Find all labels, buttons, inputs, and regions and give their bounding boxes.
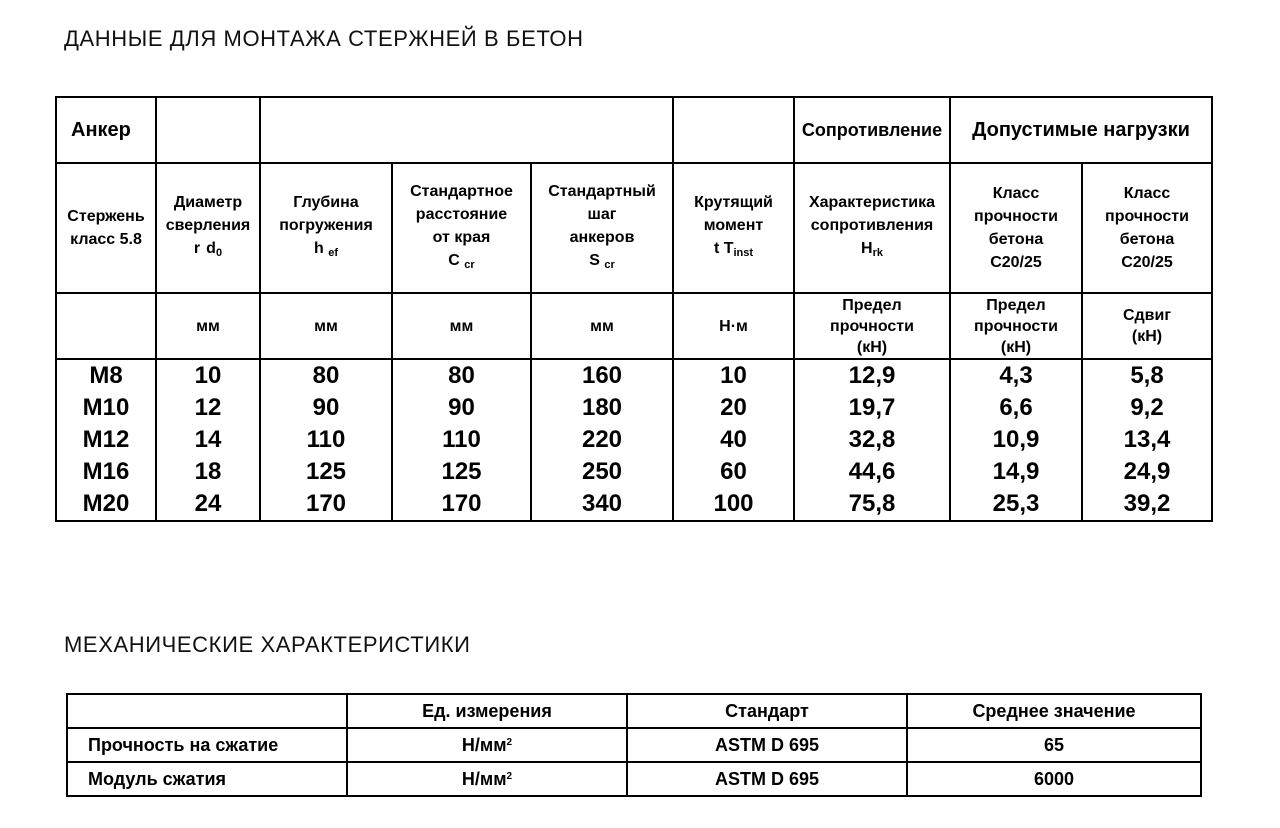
- header-standard: Стандарт: [627, 694, 907, 728]
- header-symbol: H: [861, 240, 873, 257]
- header-unit: Ед. измерения: [347, 694, 627, 728]
- unit-class-1: [950, 293, 1082, 359]
- cell-edge: 110: [392, 424, 531, 456]
- header-text: бетона: [1119, 231, 1175, 248]
- cell-rod: M12: [56, 424, 156, 456]
- header-symbol: C: [448, 251, 460, 269]
- mechanical-properties-table: [66, 693, 1202, 797]
- header-text: Стержень: [67, 208, 145, 225]
- header-text: шаг: [587, 205, 617, 223]
- property-standard: ASTM D 695: [627, 762, 907, 796]
- cell-hrk: 44,6: [794, 456, 950, 488]
- mechanical-header-row: [67, 694, 1201, 728]
- table-row: [67, 762, 1201, 796]
- cell-diameter: 24: [156, 488, 260, 521]
- empty-title-cell: [156, 97, 260, 163]
- header-symbol: S: [589, 251, 600, 269]
- cell-class-2: 24,9: [1082, 456, 1212, 488]
- cell-edge: 80: [392, 359, 531, 392]
- mechanical-heading: МЕХАНИЧЕСКИЕ ХАРАКТЕРИСТИКИ: [64, 632, 471, 657]
- header-symbol: t: [713, 240, 720, 257]
- header-rod: [56, 163, 156, 293]
- header-text: прочности: [1105, 208, 1189, 225]
- header-text: С20/25: [990, 254, 1042, 271]
- header-text: момент: [703, 217, 764, 234]
- header-text: прочности: [974, 208, 1058, 225]
- unit-torque: Н·м: [673, 293, 794, 359]
- cell-depth: 125: [260, 456, 392, 488]
- header-text: сверления: [165, 217, 251, 234]
- installation-data-table: [55, 96, 1213, 522]
- table-row: [67, 728, 1201, 762]
- cell-depth: 170: [260, 488, 392, 521]
- header-depth: [260, 163, 392, 293]
- header-symbol: h: [313, 240, 324, 257]
- cell-spacing: 180: [531, 392, 673, 424]
- property-name: Модуль сжатия: [67, 762, 347, 796]
- header-symbol: r: [193, 240, 201, 257]
- cell-class-1: 6,6: [950, 392, 1082, 424]
- header-text: С20/25: [1121, 254, 1173, 271]
- header-text: Класс: [1123, 185, 1171, 202]
- cell-torque: 10: [673, 359, 794, 392]
- cell-rod: M16: [56, 456, 156, 488]
- cell-spacing: 250: [531, 456, 673, 488]
- cell-rod: M10: [56, 392, 156, 424]
- installation-heading: ДАННЫЕ ДЛЯ МОНТАЖА СТЕРЖНЕЙ В БЕТОН: [64, 26, 584, 51]
- header-concrete-class-1: [950, 163, 1082, 293]
- cell-class-2: 9,2: [1082, 392, 1212, 424]
- unit-diameter: мм: [156, 293, 260, 359]
- header-characteristic-resistance: [794, 163, 950, 293]
- header-text: класс 5.8: [70, 231, 142, 248]
- cell-depth: 90: [260, 392, 392, 424]
- property-unit: [347, 762, 627, 796]
- property-unit: [347, 728, 627, 762]
- allowed-loads-title-cell: Допустимые нагрузки: [950, 97, 1212, 163]
- cell-torque: 100: [673, 488, 794, 521]
- cell-class-2: 39,2: [1082, 488, 1212, 521]
- cell-torque: 40: [673, 424, 794, 456]
- cell-class-1: 25,3: [950, 488, 1082, 521]
- cell-class-1: 4,3: [950, 359, 1082, 392]
- cell-edge: 90: [392, 392, 531, 424]
- header-text: Стандартное: [410, 182, 513, 200]
- cell-depth: 110: [260, 424, 392, 456]
- cell-rod: M20: [56, 488, 156, 521]
- cell-torque: 60: [673, 456, 794, 488]
- header-subscript: ef: [328, 247, 338, 259]
- table-row: [56, 359, 1212, 392]
- unit-superscript: 2: [506, 736, 513, 748]
- unit-text: прочности: [974, 317, 1058, 335]
- anchor-title-cell: Анкер: [56, 97, 156, 163]
- header-subscript: cr: [464, 258, 475, 271]
- cell-spacing: 340: [531, 488, 673, 521]
- column-header-row: [56, 163, 1212, 293]
- table-row: [56, 488, 1212, 521]
- header-text: Крутящий: [694, 194, 773, 211]
- unit-characteristic: [794, 293, 950, 359]
- header-diameter: [156, 163, 260, 293]
- header-text: Стандартный: [548, 182, 656, 200]
- empty-title-cell: [673, 97, 794, 163]
- unit-superscript: 2: [506, 770, 513, 782]
- unit-text: Н/мм: [461, 734, 507, 755]
- unit-text: Н/мм: [461, 768, 507, 789]
- units-row: [56, 293, 1212, 359]
- resistance-title-cell: Сопротивление: [794, 97, 950, 163]
- unit-spacing: мм: [531, 293, 673, 359]
- cell-diameter: 10: [156, 359, 260, 392]
- unit-edge: мм: [392, 293, 531, 359]
- property-standard: ASTM D 695: [627, 728, 907, 762]
- header-edge-distance: [392, 163, 531, 293]
- property-name: Прочность на сжатие: [67, 728, 347, 762]
- cell-torque: 20: [673, 392, 794, 424]
- header-text: Класс: [992, 185, 1040, 202]
- header-subscript: cr: [604, 258, 615, 271]
- cell-hrk: 32,8: [794, 424, 950, 456]
- cell-diameter: 18: [156, 456, 260, 488]
- cell-spacing: 160: [531, 359, 673, 392]
- table-row: [56, 456, 1212, 488]
- header-average: Среднее значение: [907, 694, 1201, 728]
- cell-class-1: 14,9: [950, 456, 1082, 488]
- cell-diameter: 14: [156, 424, 260, 456]
- header-concrete-class-2: [1082, 163, 1212, 293]
- header-subscript: rk: [872, 247, 883, 259]
- header-text: сопротивления: [810, 217, 934, 234]
- header-symbol: d: [206, 240, 216, 257]
- cell-rod: M8: [56, 359, 156, 392]
- unit-text: (кН): [1131, 328, 1163, 345]
- unit-text: Предел: [842, 296, 902, 314]
- header-subscript: inst: [733, 247, 754, 259]
- table-title-row: [56, 97, 1212, 163]
- unit-text: (кН): [1000, 338, 1032, 356]
- header-text: бетона: [988, 231, 1044, 248]
- cell-class-2: 13,4: [1082, 424, 1212, 456]
- unit-class-2: [1082, 293, 1212, 359]
- unit-depth: мм: [260, 293, 392, 359]
- cell-depth: 80: [260, 359, 392, 392]
- header-text: анкеров: [569, 228, 635, 246]
- header-text: от края: [432, 228, 491, 246]
- cell-diameter: 12: [156, 392, 260, 424]
- unit-text: Предел: [986, 296, 1046, 314]
- property-value: 65: [907, 728, 1201, 762]
- cell-edge: 125: [392, 456, 531, 488]
- cell-hrk: 19,7: [794, 392, 950, 424]
- empty-title-cell: [260, 97, 673, 163]
- header-empty: [67, 694, 347, 728]
- cell-spacing: 220: [531, 424, 673, 456]
- unit-text: (кН): [856, 338, 888, 356]
- header-spacing: [531, 163, 673, 293]
- cell-class-1: 10,9: [950, 424, 1082, 456]
- header-text: погружения: [279, 217, 373, 234]
- unit-text: Сдвиг: [1122, 307, 1172, 324]
- header-text: Характеристика: [808, 194, 936, 211]
- table-row: [56, 392, 1212, 424]
- cell-class-2: 5,8: [1082, 359, 1212, 392]
- cell-hrk: 12,9: [794, 359, 950, 392]
- header-text: Диаметр: [173, 194, 243, 211]
- header-text: расстояние: [415, 205, 508, 223]
- unit-cell-empty: [56, 293, 156, 359]
- header-subscript: 0: [215, 247, 223, 259]
- property-value: 6000: [907, 762, 1201, 796]
- header-text: Глубина: [293, 194, 359, 211]
- header-symbol: T: [723, 240, 734, 257]
- cell-hrk: 75,8: [794, 488, 950, 521]
- cell-edge: 170: [392, 488, 531, 521]
- header-torque: [673, 163, 794, 293]
- table-row: [56, 424, 1212, 456]
- unit-text: прочности: [830, 317, 914, 335]
